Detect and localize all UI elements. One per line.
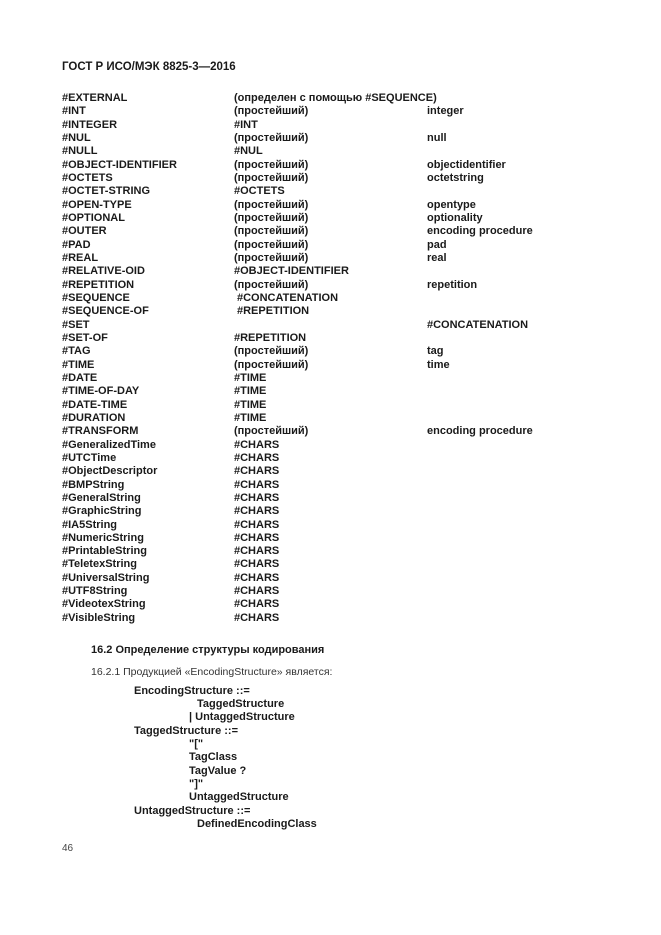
table-row <box>62 239 622 252</box>
class-name: #GeneralString <box>62 491 141 504</box>
asn1-notation: real <box>427 251 447 264</box>
class-name: #OUTER <box>62 225 107 238</box>
class-definition: (простейший) <box>234 105 309 118</box>
document-header: ГОСТ Р ИСО/МЭК 8825-3—2016 <box>62 61 236 73</box>
class-name: #SET-OF <box>62 331 108 344</box>
table-row <box>62 199 622 212</box>
class-name: #UniversalString <box>62 571 150 584</box>
table-row <box>62 558 622 571</box>
table-row <box>62 585 622 598</box>
table-row <box>62 545 622 558</box>
class-name: #TIME <box>62 358 95 371</box>
table-row <box>62 145 622 158</box>
class-definition: #NUL <box>234 145 263 158</box>
class-name: #OPEN-TYPE <box>62 198 132 211</box>
class-name: #IA5String <box>62 518 118 531</box>
table-row <box>62 572 622 585</box>
class-definition: #TIME <box>234 385 267 398</box>
class-name: #NumericString <box>62 531 144 544</box>
table-row <box>62 92 622 105</box>
class-definition: (простейший) <box>234 238 309 251</box>
asn1-notation: encoding procedure <box>427 225 533 238</box>
class-name: #ObjectDescriptor <box>62 465 158 478</box>
encoding-class-table <box>62 92 622 625</box>
grammar-line: TagValue ? <box>189 765 247 777</box>
class-name: #VideotexString <box>62 598 146 611</box>
class-definition: #TIME <box>234 411 267 424</box>
table-row <box>62 479 622 492</box>
class-definition: (простейший) <box>234 251 309 264</box>
class-definition: #CHARS <box>234 571 280 584</box>
class-name: #VisibleString <box>62 611 136 624</box>
class-definition: #CHARS <box>234 478 280 491</box>
class-name: #RELATIVE-OID <box>62 265 145 278</box>
class-name: #UTCTime <box>62 451 117 464</box>
class-definition: (простейший) <box>234 278 309 291</box>
class-definition: #OBJECT-IDENTIFIER <box>234 265 349 278</box>
asn1-notation: repetition <box>427 278 478 291</box>
class-name: #INTEGER <box>62 118 118 131</box>
class-definition: #CHARS <box>234 598 280 611</box>
asn1-notation: encoding procedure <box>427 425 533 438</box>
class-definition: #CHARS <box>234 611 280 624</box>
table-row <box>62 612 622 625</box>
class-definition: #CHARS <box>234 465 280 478</box>
class-definition: (простейший) <box>234 345 309 358</box>
table-row <box>62 452 622 465</box>
grammar-line: TagClass <box>189 751 238 763</box>
class-name: #SEQUENCE <box>62 291 130 304</box>
asn1-notation: #CONCATENATION <box>427 318 529 331</box>
table-row <box>62 292 622 305</box>
class-name: #SET <box>62 318 90 331</box>
class-name: #NULL <box>62 145 98 158</box>
asn1-notation: octetstring <box>427 171 484 184</box>
class-name: #TIME-OF-DAY <box>62 385 140 398</box>
class-name: #OCTET-STRING <box>62 185 151 198</box>
class-definition: (простейший) <box>234 131 309 144</box>
grammar-line: | UntaggedStructure <box>189 711 295 723</box>
class-name: #NUL <box>62 131 91 144</box>
table-row <box>62 372 622 385</box>
table-row <box>62 265 622 278</box>
class-definition: (простейший) <box>234 158 309 171</box>
class-definition: #CHARS <box>234 518 280 531</box>
table-row <box>62 252 622 265</box>
table-row <box>62 172 622 185</box>
table-row <box>62 425 622 438</box>
class-definition: (простейший) <box>234 171 309 184</box>
class-name: #SEQUENCE-OF <box>62 305 149 318</box>
section-paragraph: 16.2.1 Продукцией «EncodingStructure» является: <box>91 666 333 678</box>
table-row <box>62 119 622 132</box>
table-row <box>62 359 622 372</box>
class-name: #REAL <box>62 251 99 264</box>
table-row <box>62 505 622 518</box>
asn1-notation: objectidentifier <box>427 158 506 171</box>
asn1-notation: opentype <box>427 198 476 211</box>
table-row <box>62 279 622 292</box>
class-definition: #CHARS <box>234 451 280 464</box>
class-definition: (простейший) <box>234 198 309 211</box>
class-definition: (простейший) <box>234 225 309 238</box>
asn1-notation: time <box>427 358 450 371</box>
grammar-line: "]" <box>189 778 204 790</box>
grammar-line: UntaggedStructure ::= <box>134 805 251 817</box>
class-definition: #CHARS <box>234 438 280 451</box>
table-row <box>62 345 622 358</box>
table-row <box>62 532 622 545</box>
asn1-notation: null <box>427 131 447 144</box>
class-name: #GraphicString <box>62 505 142 518</box>
class-definition: #CHARS <box>234 531 280 544</box>
table-row <box>62 598 622 611</box>
class-name: #EXTERNAL <box>62 92 128 104</box>
class-definition: #CHARS <box>234 558 280 571</box>
table-row <box>62 399 622 412</box>
class-definition: #CHARS <box>234 585 280 598</box>
asn1-notation: tag <box>427 345 444 358</box>
grammar-line: EncodingStructure ::= <box>134 685 250 697</box>
table-row <box>62 185 622 198</box>
class-definition: #TIME <box>234 398 267 411</box>
class-definition: (простейший) <box>234 358 309 371</box>
class-definition: #OCTETS <box>234 185 285 198</box>
class-name: #PAD <box>62 238 91 251</box>
table-row <box>62 439 622 452</box>
class-definition: #CHARS <box>234 505 280 518</box>
table-row <box>62 132 622 145</box>
class-name: #INT <box>62 105 86 118</box>
table-row <box>62 492 622 505</box>
class-definition: #CONCATENATION <box>237 291 339 304</box>
class-definition: (простейший) <box>234 211 309 224</box>
class-name: #TAG <box>62 345 91 358</box>
class-definition: #TIME <box>234 371 267 384</box>
class-name: #DATE <box>62 371 98 384</box>
table-row <box>62 385 622 398</box>
table-row <box>62 465 622 478</box>
section-heading: 16.2 Определение структуры кодирования <box>91 644 325 656</box>
class-name: #OBJECT-IDENTIFIER <box>62 158 177 171</box>
asn1-notation: optionality <box>427 211 483 224</box>
grammar-line: TaggedStructure <box>197 698 285 710</box>
class-definition: (определен с помощью #SEQUENCE) <box>234 92 437 104</box>
table-row <box>62 319 622 332</box>
grammar-line: "[" <box>189 738 204 750</box>
class-name: #PrintableString <box>62 545 147 558</box>
class-name: #UTF8String <box>62 585 128 598</box>
asn1-notation: integer <box>427 105 464 118</box>
table-row <box>62 332 622 345</box>
class-name: #DATE-TIME <box>62 398 128 411</box>
table-row <box>62 412 622 425</box>
table-row <box>62 519 622 532</box>
grammar-line: DefinedEncodingClass <box>197 818 317 830</box>
table-row <box>62 225 622 238</box>
grammar-line: TaggedStructure ::= <box>134 725 239 737</box>
table-row <box>62 105 622 118</box>
class-definition: #REPETITION <box>234 331 307 344</box>
class-name: #OPTIONAL <box>62 211 125 224</box>
class-name: #DURATION <box>62 411 126 424</box>
class-name: #TeletexString <box>62 558 137 571</box>
page-number: 46 <box>62 843 74 854</box>
grammar-line: UntaggedStructure <box>189 791 289 803</box>
class-definition: #REPETITION <box>237 305 310 318</box>
class-name: #REPETITION <box>62 278 135 291</box>
class-definition: #CHARS <box>234 491 280 504</box>
class-name: #BMPString <box>62 478 125 491</box>
class-definition: (простейший) <box>234 425 309 438</box>
class-name: #GeneralizedTime <box>62 438 156 451</box>
table-row <box>62 305 622 318</box>
class-name: #OCTETS <box>62 171 113 184</box>
table-row <box>62 212 622 225</box>
class-definition: #CHARS <box>234 545 280 558</box>
class-definition: #INT <box>234 118 258 131</box>
class-name: #TRANSFORM <box>62 425 139 438</box>
asn1-notation: pad <box>427 238 447 251</box>
table-row <box>62 159 622 172</box>
